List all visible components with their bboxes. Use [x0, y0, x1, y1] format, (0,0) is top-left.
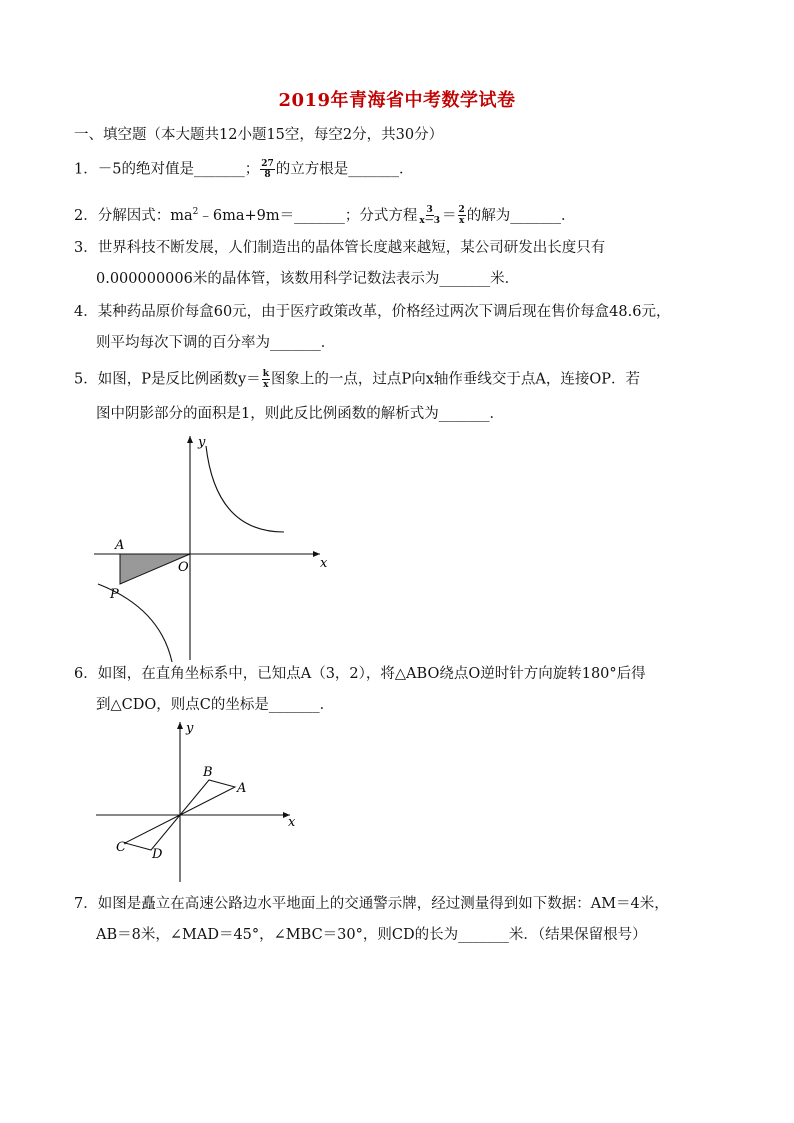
q2-equals: ＝	[442, 207, 457, 224]
q2-fraction-2-numerator: 2	[458, 205, 465, 216]
label-a: A	[115, 538, 125, 553]
q2-text-a: 2．分解因式：ma	[74, 207, 193, 224]
q1-text-b: 的立方根是_______．	[275, 161, 414, 178]
question-7-line-1: 7．如图是矗立在高速公路边水平地面上的交通警示牌，经过测量得到如下数据：AM＝4米，	[74, 896, 669, 912]
hyperbola-branch-first-quadrant	[206, 446, 284, 532]
q2-fraction-2-denominator: x	[458, 216, 465, 227]
label-b: B	[203, 765, 213, 780]
q2-text-c: 的解为_______．	[466, 207, 576, 224]
q5-fraction	[262, 369, 270, 390]
q2-fraction-1	[418, 205, 441, 226]
question-3-line-2: 0.000000006米的晶体管，该数用科学记数法表示为_______米．	[96, 271, 520, 287]
q5-text-a: 5．如图，P是反比例函数y＝	[74, 371, 261, 388]
triangle-abo	[180, 780, 235, 815]
label-c: C	[116, 840, 126, 855]
section-heading: 一、填空题（本大题共12小题15空，每空2分，共30分）	[74, 127, 444, 143]
label-o: O	[178, 560, 189, 575]
question-5-line-1	[74, 369, 640, 390]
q2-fraction-2	[458, 205, 466, 226]
q1-text-a: 1．－5的绝对值是_______；	[74, 161, 260, 178]
q2-fraction-1-denominator: x－3	[419, 216, 440, 227]
question-5-line-2: 图中阴影部分的面积是1，则此反比例函数的解析式为_______．	[96, 406, 504, 422]
q5-fraction-denominator: x	[263, 380, 269, 390]
q1-fraction	[260, 159, 275, 180]
q5-fraction-numerator: k	[262, 369, 269, 379]
q2-exponent: 2	[192, 207, 199, 217]
question-4-line-2: 则平均每次下调的百分率为_______．	[96, 335, 336, 351]
label-x: x	[288, 815, 296, 830]
question-6-line-2: 到△CDO，则点C的坐标是_______．	[96, 697, 335, 713]
figure-6-rotation	[90, 718, 310, 886]
label-a: A	[237, 781, 247, 796]
q1-fraction-denominator: 8	[264, 170, 271, 180]
q2-fraction-1-numerator: 3	[426, 205, 433, 216]
triangle-cdo	[125, 815, 180, 850]
question-6-line-1: 6．如图，在直角坐标系中，已知点A（3，2），将△ABO绕点O逆时针方向旋转180°后得	[74, 666, 646, 682]
label-y: y	[186, 721, 194, 736]
figure-5-hyperbola	[90, 430, 340, 662]
label-y: y	[198, 435, 206, 450]
page-title: 2019年青海省中考数学试卷	[278, 90, 516, 111]
label-p: P	[110, 587, 119, 602]
question-1	[74, 159, 413, 180]
q2-text-b: ﹣6ma+9m＝_______；分式方程	[198, 207, 418, 224]
q5-text-b: 图象上的一点，过点P向x轴作垂线交于点A，连接OP．若	[270, 371, 640, 388]
q1-fraction-numerator: 27	[261, 159, 274, 169]
question-3-line-1: 3．世界科技不断发展，人们制造出的晶体管长度越来越短，某公司研发出长度只有	[74, 240, 606, 256]
question-7-line-2: AB＝8米，∠MAD＝45°，∠MBC＝30°，则CD的长为_______米．（结果保留根号）	[96, 927, 647, 943]
question-4-line-1: 4．某种药品原价每盒60元，由于医疗政策改革，价格经过两次下调后现在售价每盒48.6元，	[74, 304, 671, 320]
label-x: x	[320, 556, 328, 571]
label-d: D	[152, 847, 163, 862]
question-2	[74, 202, 576, 226]
